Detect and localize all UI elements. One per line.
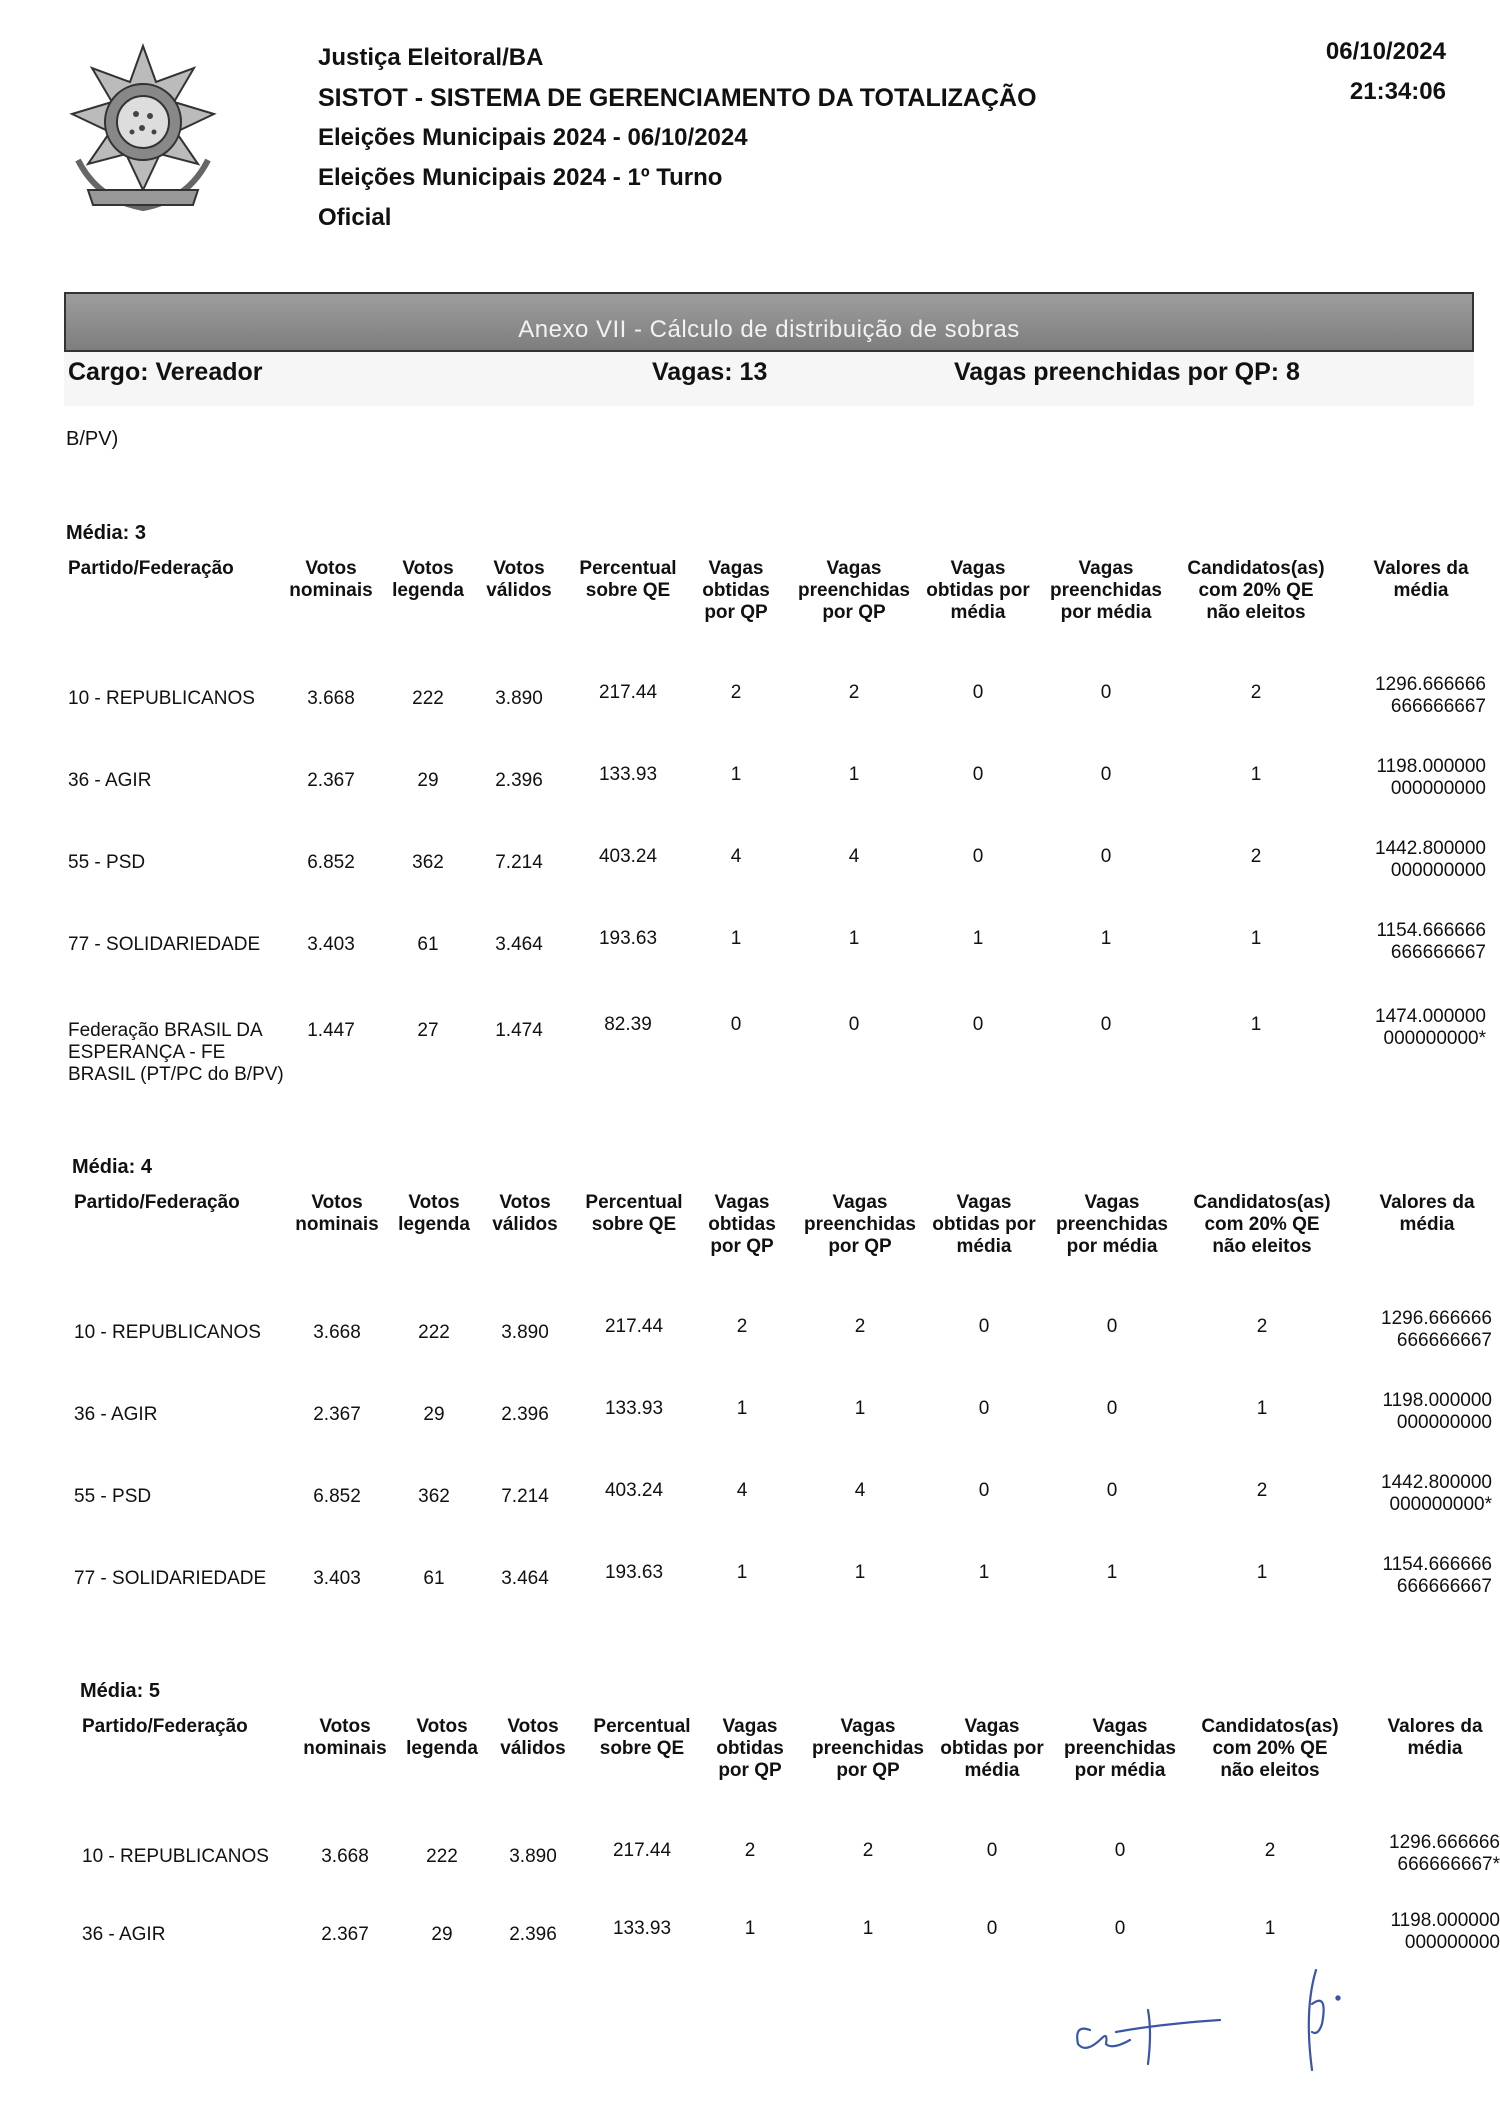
table-row (72, 1390, 1492, 1456)
cell-preench-qp: 4 (848, 846, 860, 867)
cell-valor-media (1352, 1472, 1492, 1516)
vagas-preenchidas-label: Vagas preenchidas por QP: 8 (954, 358, 1300, 386)
cell-valor-media (1352, 1554, 1492, 1598)
cell-valor-media (1352, 1308, 1492, 1352)
column-header-line: preenchidas (812, 1738, 924, 1759)
cell-nominais: 3.668 (321, 1846, 369, 1867)
cell-validos: 2.396 (509, 1924, 557, 1945)
column-header-line: Vagas (832, 1192, 888, 1213)
column-header-line: por QP (822, 602, 886, 623)
valor-media-line: 1442.800000 (1375, 838, 1486, 859)
valor-media-line: 1154.666666 (1382, 1554, 1492, 1575)
cell-valor-media (1346, 1006, 1486, 1050)
column-header-line: preenchidas (798, 580, 910, 601)
column-header-line: válidos (500, 1738, 566, 1759)
cell-percentual: 133.93 (598, 764, 658, 785)
cell-obtidas-qp: 1 (736, 1562, 748, 1583)
party-name: 77 - SOLIDARIEDADE (74, 1568, 267, 1589)
column-header-line: Votos (416, 1716, 468, 1737)
valor-media-line: 1154.666666 (1376, 920, 1486, 941)
column-header-line: Votos (305, 558, 357, 579)
column-header-party: Partido/Federação (74, 1192, 240, 1213)
column-header-line: Vagas (956, 1192, 1012, 1213)
cell-nominais: 2.367 (321, 1924, 369, 1945)
media-section-title: Média: 4 (72, 1156, 153, 1178)
party-name: 36 - AGIR (82, 1924, 166, 1945)
table-row (72, 1554, 1492, 1620)
column-header-line: Votos (493, 558, 545, 579)
table-row (66, 674, 1486, 740)
cell-percentual: 193.63 (604, 1562, 664, 1583)
column-header-line: sobre QE (591, 1214, 677, 1235)
valor-media-line: 000000000 (1404, 1932, 1500, 1953)
cell-preench-qp: 1 (862, 1918, 874, 1939)
column-header-line: Vagas (826, 558, 882, 579)
handwritten-signature (1060, 1940, 1360, 2080)
cell-preench-media: 0 (1106, 1316, 1118, 1337)
column-header-line: nominais (295, 1214, 379, 1235)
column-header-line: obtidas por (926, 580, 1030, 601)
cell-legenda: 222 (418, 1322, 450, 1343)
table-row (72, 1308, 1492, 1374)
column-header-line: com 20% QE (1204, 1214, 1320, 1235)
valor-media-line: 000000000* (1383, 1028, 1486, 1049)
cell-preench-media: 0 (1114, 1918, 1126, 1939)
cell-obtidas-qp: 1 (730, 928, 742, 949)
cell-validos: 3.890 (495, 688, 543, 709)
table-row (66, 838, 1486, 904)
cell-candidatos: 2 (1250, 682, 1262, 703)
cell-preench-qp: 2 (854, 1316, 866, 1337)
cell-candidatos: 1 (1250, 1014, 1262, 1035)
cell-nominais: 2.367 (313, 1404, 361, 1425)
cell-percentual: 133.93 (612, 1918, 672, 1939)
column-header-line: preenchidas (1064, 1738, 1176, 1759)
valor-media-line: 1474.000000 (1375, 1006, 1486, 1027)
cell-candidatos: 1 (1256, 1562, 1268, 1583)
cell-preench-qp: 1 (854, 1398, 866, 1419)
cell-valor-media (1360, 1832, 1500, 1876)
valor-media-line: 1198.000000 (1376, 756, 1486, 777)
cell-preench-qp: 1 (848, 764, 860, 785)
cell-preench-media: 0 (1106, 1480, 1118, 1501)
column-header-line: Votos (499, 1192, 551, 1213)
cargo-label: Cargo: Vereador (68, 358, 263, 386)
valor-media-line: 1442.800000 (1381, 1472, 1492, 1493)
cell-obtidas-media: 0 (972, 682, 984, 703)
column-header-line: não eleitos (1212, 1236, 1312, 1257)
cell-valor-media (1346, 674, 1486, 718)
cell-percentual: 133.93 (604, 1398, 664, 1419)
column-header-party: Partido/Federação (82, 1716, 248, 1737)
cell-valor-media (1352, 1390, 1492, 1434)
cell-obtidas-qp: 2 (736, 1316, 748, 1337)
column-header-line: por média (1060, 602, 1152, 623)
cell-obtidas-media: 1 (972, 928, 984, 949)
continued-party-fragment: B/PV) (66, 428, 119, 450)
valor-media-line: 000000000 (1390, 778, 1486, 799)
cell-percentual: 403.24 (598, 846, 658, 867)
party-name: 77 - SOLIDARIEDADE (68, 934, 261, 955)
cell-validos: 2.396 (501, 1404, 549, 1425)
system-name: SISTOT - SISTEMA DE GERENCIAMENTO DA TOTALIZAÇÃO (318, 84, 1037, 112)
cell-obtidas-qp: 1 (736, 1398, 748, 1419)
cell-nominais: 1.447 (307, 1020, 355, 1041)
cell-preench-media: 1 (1106, 1562, 1118, 1583)
column-header-line: sobre QE (585, 580, 671, 601)
cell-obtidas-qp: 2 (744, 1840, 756, 1861)
column-header-line: por QP (828, 1236, 892, 1257)
cell-preench-qp: 2 (862, 1840, 874, 1861)
media-section-title: Média: 3 (66, 522, 147, 544)
column-header-valores (1360, 1716, 1500, 1760)
valor-media-line: 666666667 (1396, 1330, 1492, 1351)
cell-validos: 3.464 (501, 1568, 549, 1589)
report-date: 06/10/2024 (1325, 38, 1446, 65)
report-status: Oficial (318, 204, 392, 231)
cell-nominais: 3.403 (307, 934, 355, 955)
cell-valor-media (1360, 1910, 1500, 1954)
cell-preench-qp: 4 (854, 1480, 866, 1501)
cell-obtidas-media: 0 (972, 1014, 984, 1035)
cell-preench-qp: 2 (848, 682, 860, 703)
column-header-line: Votos (408, 1192, 460, 1213)
cell-candidatos: 1 (1250, 764, 1262, 785)
cell-preench-media: 0 (1100, 682, 1112, 703)
cell-legenda: 29 (431, 1924, 453, 1945)
column-header-valores (1352, 1192, 1500, 1236)
cell-nominais: 6.852 (307, 852, 355, 873)
media-section (72, 1156, 1492, 1602)
cell-obtidas-media: 0 (978, 1316, 990, 1337)
valor-media-line: 1198.000000 (1382, 1390, 1492, 1411)
report-datetime (1326, 32, 1446, 112)
column-header-line: nominais (303, 1738, 387, 1759)
media-section-title: Média: 5 (80, 1680, 161, 1702)
cell-validos: 7.214 (501, 1486, 549, 1507)
column-header-line: preenchidas (1050, 580, 1162, 601)
column-header-line: média (964, 1760, 1020, 1781)
column-header-line: Vagas (708, 558, 764, 579)
cell-candidatos: 1 (1264, 1918, 1276, 1939)
table-row (66, 1006, 1486, 1085)
cell-preench-media: 0 (1100, 1014, 1112, 1035)
valor-media-line: 000000000* (1389, 1494, 1492, 1515)
cell-percentual: 217.44 (604, 1316, 664, 1337)
party-name: Federação BRASIL DA ESPERANÇA - FE BRASIL (PT/PC do B/PV) (68, 1020, 284, 1085)
column-header-line: Percentual (579, 558, 677, 579)
cell-nominais: 3.403 (313, 1568, 361, 1589)
media-section (80, 1680, 1500, 1958)
cell-preench-media: 0 (1100, 846, 1112, 867)
column-header-line: Votos (311, 1192, 363, 1213)
valor-media-line: 000000000 (1396, 1412, 1492, 1433)
cell-obtidas-qp: 1 (730, 764, 742, 785)
cell-percentual: 217.44 (598, 682, 658, 703)
cell-valor-media (1346, 920, 1486, 964)
column-header-line: Valores da (1387, 1716, 1483, 1737)
column-header-line: por QP (710, 1236, 774, 1257)
column-header-line: válidos (492, 1214, 558, 1235)
election-name: Eleições Municipais 2024 - 06/10/2024 (318, 124, 748, 151)
cell-valor-media (1346, 756, 1486, 800)
column-header-line: Vagas (1092, 1716, 1148, 1737)
cell-obtidas-qp: 1 (744, 1918, 756, 1939)
report-time: 21:34:06 (1349, 78, 1446, 105)
column-header-line: com 20% QE (1198, 580, 1314, 601)
column-header-line: obtidas por (940, 1738, 1044, 1759)
cell-candidatos: 2 (1256, 1316, 1268, 1337)
valor-media-line: 666666667 (1390, 696, 1486, 717)
column-header-line: não eleitos (1220, 1760, 1320, 1781)
cell-obtidas-media: 0 (986, 1918, 998, 1939)
cell-preench-media: 0 (1106, 1398, 1118, 1419)
valor-media-line: 000000000 (1390, 860, 1486, 881)
column-header-line: sobre QE (599, 1738, 685, 1759)
cell-obtidas-media: 1 (978, 1562, 990, 1583)
column-header-line: média (956, 1236, 1012, 1257)
cell-validos: 3.890 (501, 1322, 549, 1343)
cell-preench-media: 0 (1100, 764, 1112, 785)
cell-preench-qp: 0 (848, 1014, 860, 1035)
column-header-line: por média (1074, 1760, 1166, 1781)
valor-media-line: 1198.000000 (1390, 1910, 1500, 1931)
valor-media-line: 1296.666666 (1381, 1308, 1492, 1329)
column-header-line: Percentual (593, 1716, 691, 1737)
valor-media-line: 666666667* (1397, 1854, 1500, 1875)
column-header-line: por QP (836, 1760, 900, 1781)
column-header-line: média (1393, 580, 1449, 601)
cell-validos: 7.214 (495, 852, 543, 873)
column-header-line: Vagas (714, 1192, 770, 1213)
column-header-line: Vagas (950, 558, 1006, 579)
column-header-line: legenda (398, 1214, 470, 1235)
brazil-coat-of-arms-icon (58, 40, 228, 215)
column-header-line: obtidas (708, 1214, 776, 1235)
column-header-line: por QP (704, 602, 768, 623)
cell-preench-media: 1 (1100, 928, 1112, 949)
cell-legenda: 27 (417, 1020, 439, 1041)
cell-validos: 3.890 (509, 1846, 557, 1867)
cell-nominais: 3.668 (307, 688, 355, 709)
column-header-line: legenda (406, 1738, 478, 1759)
media-section (66, 522, 1486, 1085)
cell-validos: 2.396 (495, 770, 543, 791)
annex-title: Anexo VII - Cálculo de distribuição de sobras (518, 316, 1020, 343)
column-header-line: legenda (392, 580, 464, 601)
column-header-line: Vagas (964, 1716, 1020, 1737)
column-header-candidatos (1166, 558, 1346, 624)
cell-obtidas-qp: 4 (730, 846, 742, 867)
cell-legenda: 29 (423, 1404, 445, 1425)
party-name: 36 - AGIR (68, 770, 152, 791)
column-header-line: média (1399, 1214, 1455, 1235)
column-header-line: obtidas (702, 580, 770, 601)
table-row (72, 1472, 1492, 1538)
column-header-line: média (950, 602, 1006, 623)
column-header-line: obtidas (716, 1738, 784, 1759)
table-row (66, 756, 1486, 822)
cell-percentual: 193.63 (598, 928, 658, 949)
column-header-line: preenchidas (804, 1214, 916, 1235)
cell-nominais: 3.668 (313, 1322, 361, 1343)
cell-legenda: 61 (417, 934, 439, 955)
valor-media-line: 666666667 (1390, 942, 1486, 963)
column-header-line: obtidas por (932, 1214, 1036, 1235)
column-header-line: Vagas (1078, 558, 1134, 579)
column-header-line: média (1407, 1738, 1463, 1759)
cell-candidatos: 1 (1256, 1398, 1268, 1419)
column-header-party: Partido/Federação (68, 558, 234, 579)
column-header-line: não eleitos (1206, 602, 1306, 623)
election-round: Eleições Municipais 2024 - 1º Turno (318, 164, 723, 191)
column-header-line: Valores da (1373, 558, 1469, 579)
cell-candidatos: 2 (1250, 846, 1262, 867)
cell-percentual: 403.24 (604, 1480, 664, 1501)
cell-preench-qp: 1 (854, 1562, 866, 1583)
cell-preench-media: 0 (1114, 1840, 1126, 1861)
party-name: 10 - REPUBLICANOS (74, 1322, 261, 1343)
table-row (66, 920, 1486, 986)
vagas-label: Vagas: 13 (652, 358, 768, 386)
cell-percentual: 217.44 (612, 1840, 672, 1861)
column-header-candidatos (1172, 1192, 1352, 1258)
party-name: 10 - REPUBLICANOS (82, 1846, 269, 1867)
column-header-valores (1346, 558, 1496, 602)
cell-obtidas-media: 0 (986, 1840, 998, 1861)
column-header-line: Candidatos(as) (1201, 1716, 1339, 1737)
column-header-line: por QP (718, 1760, 782, 1781)
valor-media-line: 1296.666666 (1389, 1832, 1500, 1853)
cell-obtidas-media: 0 (978, 1480, 990, 1501)
column-header-line: Vagas (840, 1716, 896, 1737)
cell-obtidas-qp: 4 (736, 1480, 748, 1501)
annex-banner (64, 292, 1474, 352)
cell-legenda: 362 (412, 852, 444, 873)
cell-legenda: 61 (423, 1568, 445, 1589)
column-header-line: preenchidas (1056, 1214, 1168, 1235)
column-header-line: Vagas (722, 1716, 778, 1737)
column-header-line: Candidatos(as) (1193, 1192, 1331, 1213)
report-header (318, 38, 1037, 238)
cell-validos: 1.474 (495, 1020, 543, 1041)
cell-nominais: 6.852 (313, 1486, 361, 1507)
cell-legenda: 362 (418, 1486, 450, 1507)
cell-candidatos: 2 (1256, 1480, 1268, 1501)
cell-valor-media (1346, 838, 1486, 882)
cell-obtidas-qp: 0 (730, 1014, 742, 1035)
cell-validos: 3.464 (495, 934, 543, 955)
valor-media-line: 1296.666666 (1375, 674, 1486, 695)
column-header-line: Votos (402, 558, 454, 579)
cell-obtidas-qp: 2 (730, 682, 742, 703)
cell-legenda: 222 (412, 688, 444, 709)
column-header-line: nominais (289, 580, 373, 601)
party-name: 36 - AGIR (74, 1404, 158, 1425)
column-header-line: por média (1066, 1236, 1158, 1257)
cell-preench-qp: 1 (848, 928, 860, 949)
valor-media-line: 666666667 (1396, 1576, 1492, 1597)
cell-candidatos: 2 (1264, 1840, 1276, 1861)
party-name: 10 - REPUBLICANOS (68, 688, 255, 709)
column-header-line: Valores da (1379, 1192, 1475, 1213)
column-header-candidatos (1180, 1716, 1360, 1782)
column-header-line: Votos (507, 1716, 559, 1737)
cell-percentual: 82.39 (604, 1014, 652, 1035)
column-header-line: Candidatos(as) (1187, 558, 1325, 579)
party-name: 55 - PSD (68, 852, 146, 873)
table-row (80, 1832, 1500, 1898)
cell-nominais: 2.367 (307, 770, 355, 791)
cell-obtidas-media: 0 (978, 1398, 990, 1419)
column-header-line: válidos (486, 580, 552, 601)
column-header-line: Votos (319, 1716, 371, 1737)
column-header-line: com 20% QE (1212, 1738, 1328, 1759)
cell-obtidas-media: 0 (972, 846, 984, 867)
org-name: Justiça Eleitoral/BA (318, 44, 544, 71)
cell-legenda: 222 (426, 1846, 458, 1867)
column-header-line: Percentual (585, 1192, 683, 1213)
cell-legenda: 29 (417, 770, 439, 791)
cell-candidatos: 1 (1250, 928, 1262, 949)
column-header-line: Vagas (1084, 1192, 1140, 1213)
party-name: 55 - PSD (74, 1486, 152, 1507)
cell-obtidas-media: 0 (972, 764, 984, 785)
